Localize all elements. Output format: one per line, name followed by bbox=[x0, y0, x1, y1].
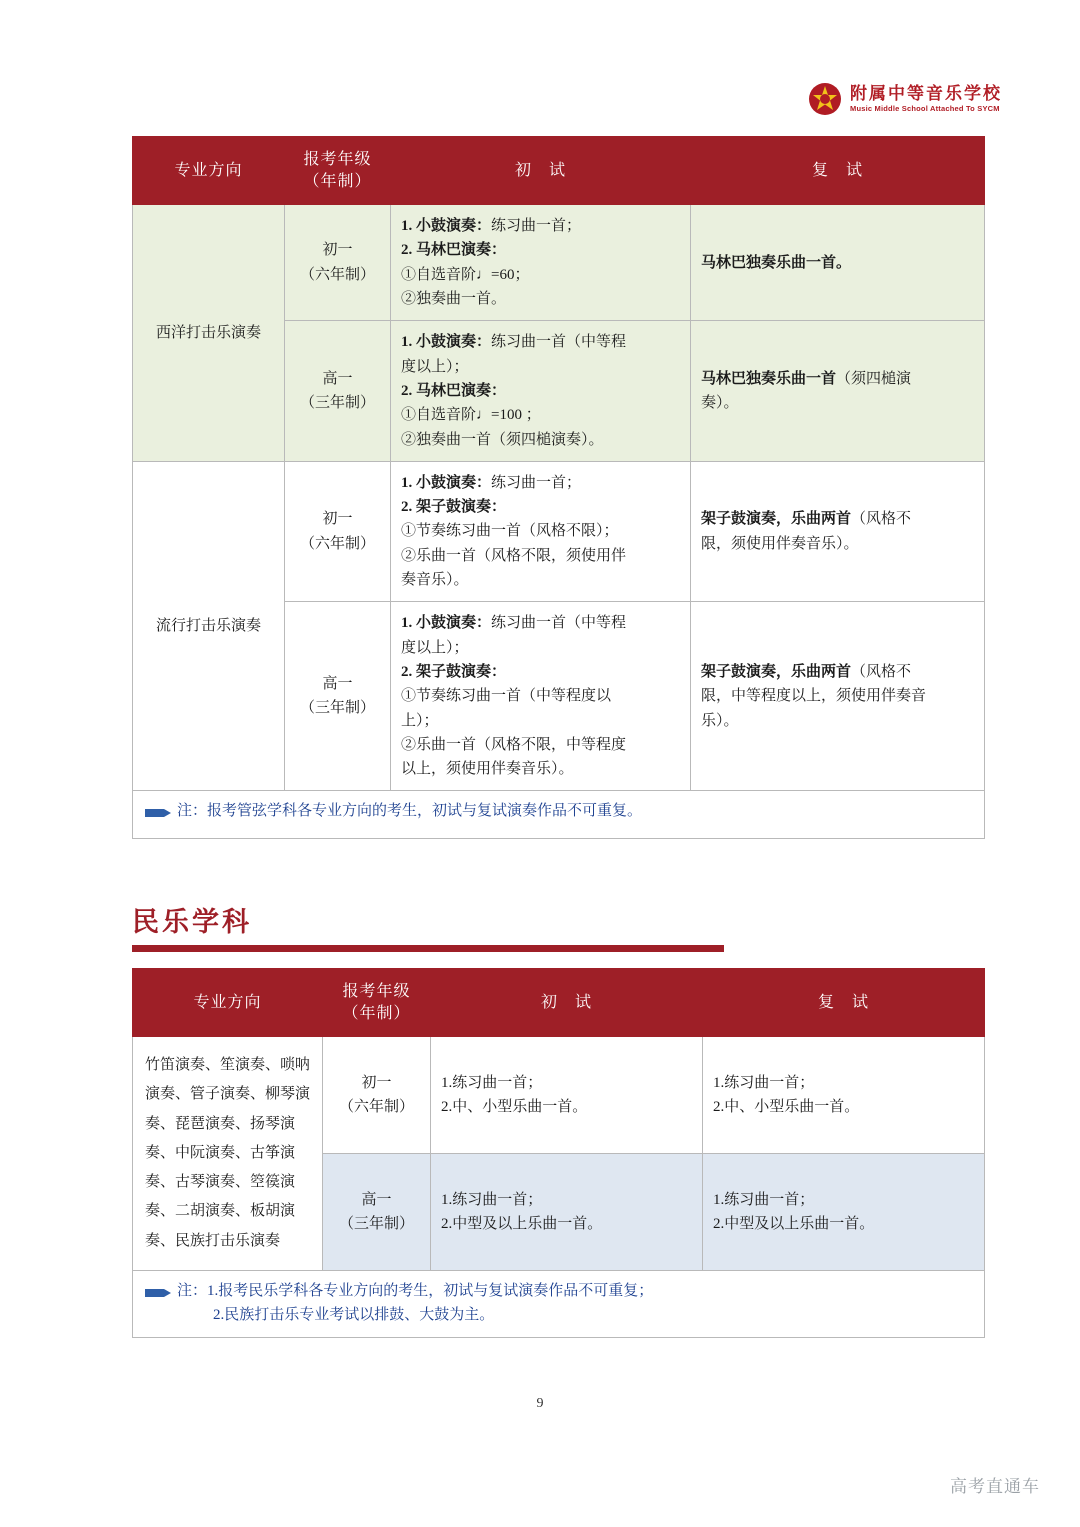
grade-line1: 初一 bbox=[322, 511, 353, 528]
grade-cell bbox=[285, 461, 391, 601]
percussion-exam-table bbox=[132, 136, 985, 839]
header-major: 专业方向 bbox=[133, 969, 323, 1037]
line-plain: 1.练习曲一首； bbox=[441, 1074, 543, 1091]
line-plain: 2.中型及以上乐曲一首。 bbox=[713, 1216, 875, 1232]
major-western-percussion: 西洋打击乐演奏 bbox=[133, 205, 285, 462]
table-header-row bbox=[133, 969, 985, 1037]
major-folk-instruments: 竹笛演奏、笙演奏、唢呐演奏、管子演奏、柳琴演奏、琵琶演奏、扬琴演奏、中阮演奏、古筝演奏、古琴演奏、箜篌演奏、二胡演奏、板胡演奏、民族打击乐演奏 bbox=[133, 1037, 323, 1271]
line-plain: ①自选音阶♩=100 ； bbox=[401, 407, 541, 424]
header-grade-line2: （年制） bbox=[342, 1004, 411, 1022]
line-plain: 限，须使用伴奏音乐）。 bbox=[701, 535, 859, 552]
school-logo bbox=[808, 82, 1002, 116]
line-bold: 马林巴独奏乐曲一首 bbox=[701, 370, 837, 387]
grade-line1: 高一 bbox=[322, 370, 353, 387]
grade-cell bbox=[285, 205, 391, 321]
major-pop-percussion: 流行打击乐演奏 bbox=[133, 461, 285, 791]
first-round-cell bbox=[391, 321, 691, 461]
section-rule bbox=[132, 945, 724, 952]
header-grade-line2: （年制） bbox=[303, 172, 372, 190]
line-rest: 练习曲一首； bbox=[491, 474, 582, 491]
header-first-round: 初 试 bbox=[431, 969, 703, 1037]
grade-line2: （三年制） bbox=[338, 1216, 414, 1232]
note-text-block bbox=[177, 1279, 653, 1327]
note-line-2: 2.民族打击乐专业考试以排鼓、大鼓为主。 bbox=[213, 1306, 495, 1323]
page-number: 9 bbox=[536, 1396, 544, 1411]
line-plain: ①自选音阶♩=60； bbox=[401, 266, 530, 283]
header-major: 专业方向 bbox=[133, 137, 285, 205]
line-plain: 度以上）； bbox=[401, 358, 469, 375]
grade-line1: 高一 bbox=[322, 676, 353, 693]
header-second-round: 复 试 bbox=[703, 969, 985, 1037]
grade-cell bbox=[323, 1037, 431, 1154]
line-plain: 奏音乐）。 bbox=[401, 572, 469, 589]
table-note-row bbox=[133, 1270, 985, 1337]
note-flag-icon bbox=[145, 1283, 171, 1307]
first-round-cell bbox=[391, 461, 691, 601]
line-bold: 马林巴独奏乐曲一首。 bbox=[701, 254, 852, 271]
school-crest-icon bbox=[808, 82, 842, 116]
note-line-1: 注：1.报考民乐学科各专业方向的考生，初试与复试演奏作品不可重复； bbox=[177, 1282, 654, 1299]
line-plain: 上）； bbox=[401, 712, 439, 729]
line-plain: 1.练习曲一首； bbox=[713, 1074, 815, 1091]
line-plain: 2.中、小型乐曲一首。 bbox=[441, 1099, 588, 1116]
table-row bbox=[133, 461, 985, 601]
grade-line2: （六年制） bbox=[299, 266, 375, 283]
first-round-cell bbox=[431, 1154, 703, 1271]
line-rest: （风格不 bbox=[851, 511, 912, 528]
line-bold: 1. 小鼓演奏： bbox=[401, 334, 492, 351]
logo-text-en: Music Middle School Attached To SYCM bbox=[850, 103, 1000, 113]
line-plain: 1.练习曲一首； bbox=[441, 1191, 543, 1208]
line-bold: 1. 小鼓演奏： bbox=[401, 218, 492, 235]
grade-line2: （六年制） bbox=[338, 1099, 414, 1116]
watermark: 高考直通车 bbox=[950, 1477, 1040, 1496]
line-bold: 1. 小鼓演奏： bbox=[401, 615, 492, 632]
line-plain: ②独奏曲一首。 bbox=[401, 291, 507, 308]
line-bold: 架子鼓演奏，乐曲两首 bbox=[701, 663, 852, 680]
line-plain: ②独奏曲一首（须四槌演奏）。 bbox=[401, 431, 604, 448]
line-bold: 2. 架子鼓演奏： bbox=[401, 499, 507, 516]
table-row bbox=[133, 1037, 985, 1154]
second-round-cell bbox=[691, 321, 985, 461]
line-plain: 2.中、小型乐曲一首。 bbox=[713, 1099, 860, 1116]
header-grade bbox=[323, 969, 431, 1037]
line-plain: 1.练习曲一首； bbox=[713, 1191, 815, 1208]
line-rest: （须四槌演 bbox=[836, 370, 912, 387]
header-grade-line1: 报考年级 bbox=[303, 151, 372, 168]
note-text: 注：报考管弦学科各专业方向的考生，初试与复试演奏作品不可重复。 bbox=[177, 803, 643, 820]
second-round-cell bbox=[691, 205, 985, 321]
logo-text-cn: 附属中等音乐学校 bbox=[850, 83, 1002, 103]
grade-line2: （三年制） bbox=[299, 395, 375, 412]
second-round-cell bbox=[703, 1037, 985, 1154]
line-plain: 奏）。 bbox=[701, 395, 739, 412]
folk-music-exam-table bbox=[132, 968, 985, 1338]
table-row bbox=[133, 205, 985, 321]
header-grade-line1: 报考年级 bbox=[342, 983, 411, 1000]
line-rest: 练习曲一首（中等程 bbox=[491, 334, 627, 351]
line-plain: 限，中等程度以上，须使用伴奏音 bbox=[701, 688, 927, 705]
second-round-cell bbox=[691, 461, 985, 601]
header-second-round: 复 试 bbox=[691, 137, 985, 205]
line-plain: 度以上）； bbox=[401, 639, 469, 656]
grade-cell bbox=[323, 1154, 431, 1271]
header-grade bbox=[285, 137, 391, 205]
section-heading-folk-music bbox=[132, 900, 732, 952]
table-note-row bbox=[133, 791, 985, 838]
line-plain: ①节奏练习曲一首（中等程度以 bbox=[401, 688, 612, 705]
table-header-row bbox=[133, 137, 985, 205]
line-plain: 乐）。 bbox=[701, 712, 739, 729]
grade-line1: 初一 bbox=[322, 242, 353, 259]
first-round-cell bbox=[391, 602, 691, 791]
line-bold: 2. 架子鼓演奏： bbox=[401, 663, 507, 680]
line-plain: ②乐曲一首（风格不限，须使用伴 bbox=[401, 547, 627, 564]
header-first-round: 初 试 bbox=[391, 137, 691, 205]
grade-line2: （六年制） bbox=[299, 535, 375, 552]
line-plain: 2.中型及以上乐曲一首。 bbox=[441, 1216, 603, 1232]
section-title: 民乐学科 bbox=[132, 907, 252, 937]
grade-line2: （三年制） bbox=[299, 700, 375, 717]
note-flag-icon bbox=[145, 803, 171, 827]
first-round-cell bbox=[391, 205, 691, 321]
line-plain: 以上，须使用伴奏音乐）。 bbox=[401, 761, 574, 778]
first-round-cell bbox=[431, 1037, 703, 1154]
line-rest: （风格不 bbox=[851, 663, 912, 680]
line-rest: 练习曲一首（中等程 bbox=[491, 615, 627, 632]
second-round-cell bbox=[691, 602, 985, 791]
line-bold: 2. 马林巴演奏： bbox=[401, 382, 507, 399]
line-plain: ①节奏练习曲一首（风格不限）； bbox=[401, 523, 619, 540]
grade-line1: 高一 bbox=[361, 1191, 392, 1208]
line-rest: 练习曲一首； bbox=[491, 218, 582, 235]
second-round-cell bbox=[703, 1154, 985, 1271]
grade-cell bbox=[285, 602, 391, 791]
line-bold: 2. 马林巴演奏： bbox=[401, 242, 507, 259]
line-bold: 1. 小鼓演奏： bbox=[401, 474, 492, 491]
grade-line1: 初一 bbox=[361, 1074, 392, 1091]
line-plain: ②乐曲一首（风格不限，中等程度 bbox=[401, 736, 627, 753]
line-bold: 架子鼓演奏，乐曲两首 bbox=[701, 511, 852, 528]
grade-cell bbox=[285, 321, 391, 461]
